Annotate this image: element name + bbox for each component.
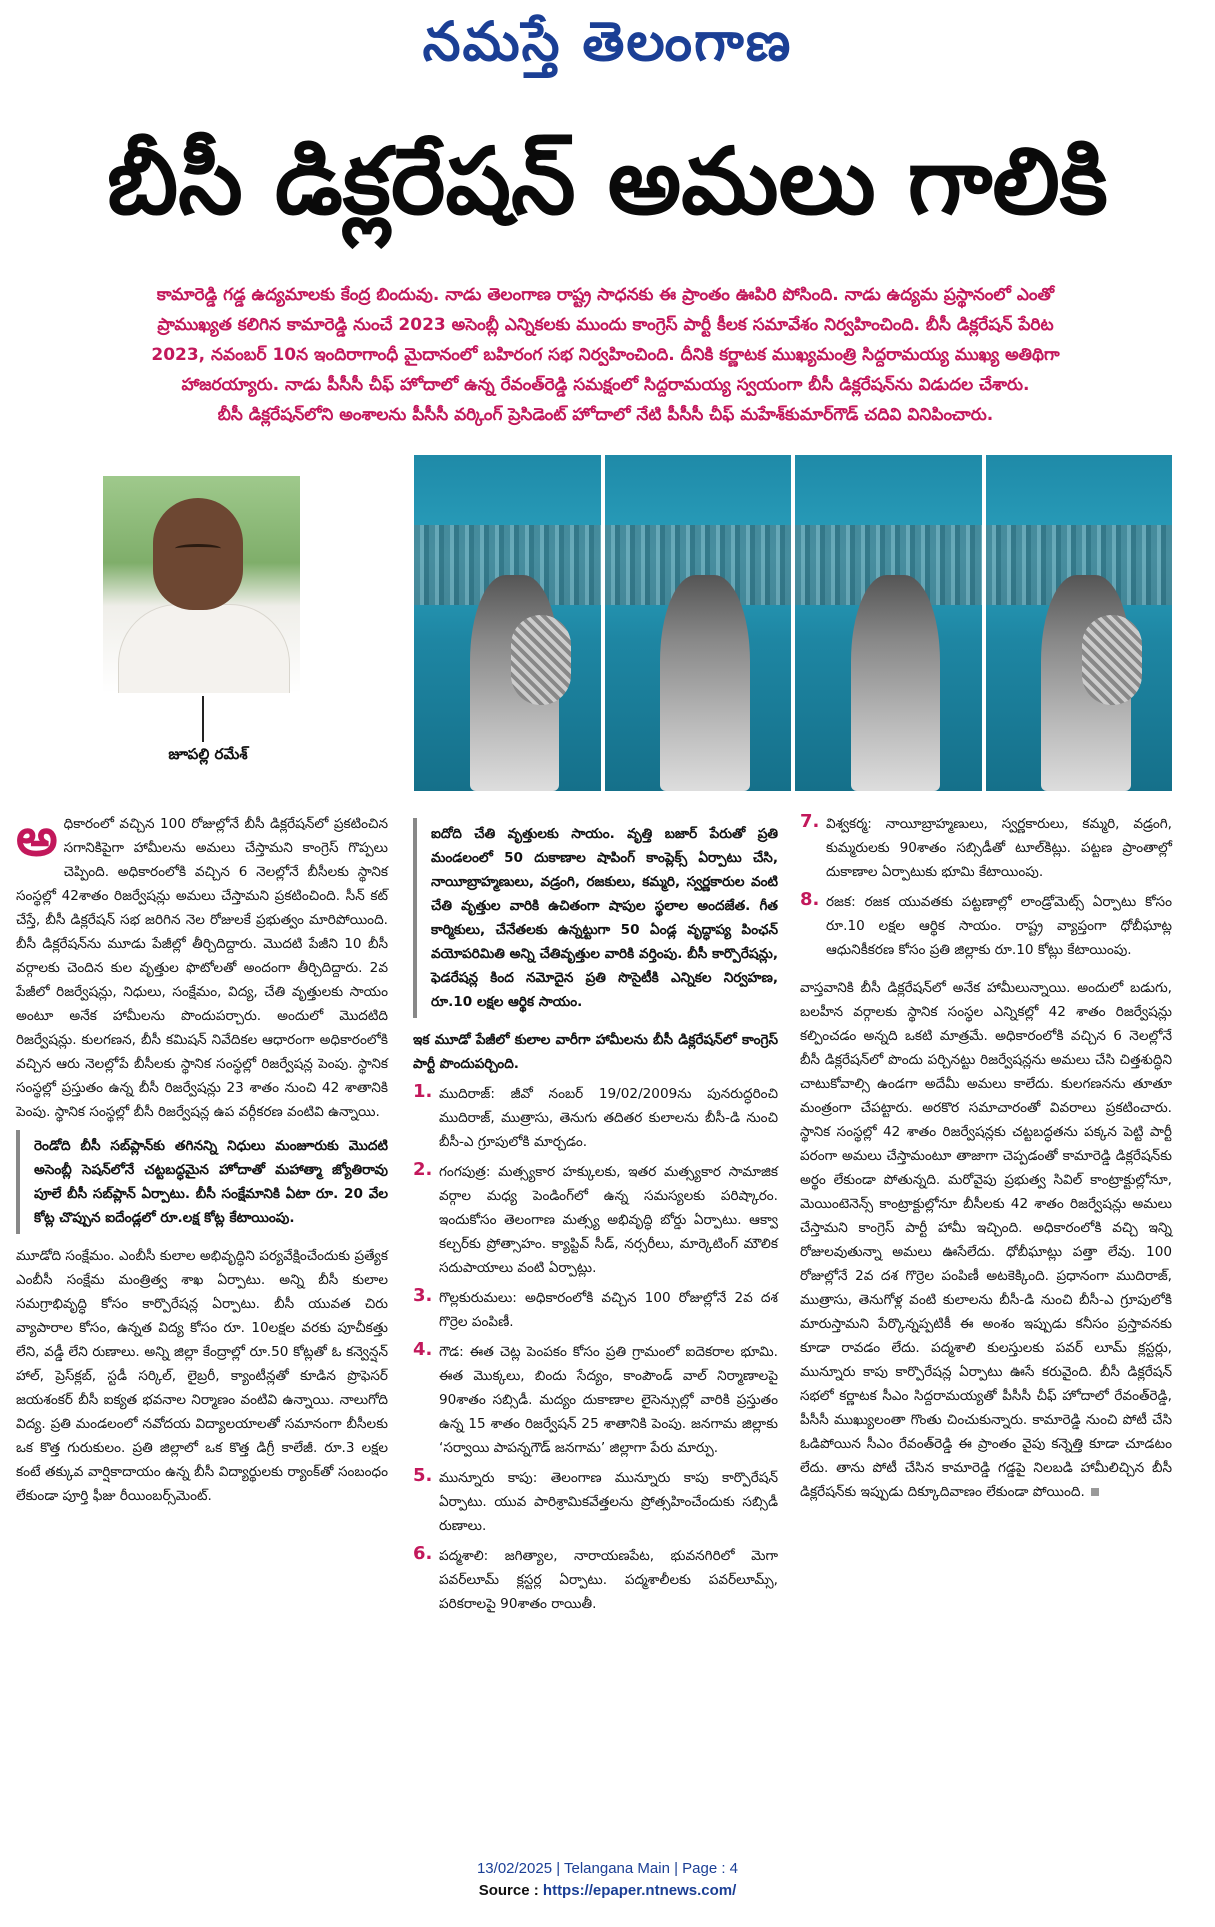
artisan-photo-weaver-woman (605, 455, 792, 791)
article-paragraph: వాస్తవానికి బీసీ డిక్లరేషన్‌లో అనేక హామీలున్నాయి. అందులో బడుగు, బలహీన వర్గాలకు స్థానిక సంస్థల ఎన్నికల్లో 42 శాతం రిజర్వేషన్లు కల్పించడం అన్నది ఒకటి మాత్రమే. అధికారంలోకి వచ్చిన 6 నెలల్లోనే బీసీ డిక్లరేషన్‌లో పొందు పర్చినట్టు రిజర్వేషన్లను అమలు చేసి చిత్తశుద్ధిని చాటుకోవాల్సి ఉండగా అదేమీ అమలు కాలేదు. కులగణనను తూతూ మంత్రంగా చేపట్టారు. అరకొర సమాచారంతో వివరాలు ప్రకటించారు. స్థానిక సంస్థల్లో 42 శాతం రిజర్వేషన్లకు చట్టబద్ధతను పక్కన పెట్టి పార్టీ పరంగా అమలు చేస్తామంటూ తాజాగా చెప్పడంతో కామారెడ్డి డిక్లరేషన్‌కు అర్థం లేకుండా పోతున్నది. మరోవైపు ప్రభుత్వ సివిల్ కాంట్రాక్టుల్లోనూ, మెయింటెనెన్స్ కాంట్రాక్టుల్లోనూ బీసీలకు 42 శాతం రిజర్వేషన్లు అమలు చేస్తామని కాంగ్రెస్ పార్టీ హామీ ఇచ్చింది. అధికారంలోకి వచ్చి ఇన్ని రోజులవుతున్నా అమలు ఊసేలేదు. ధోబీఘాట్లు పత్తా లేవు. 100 రోజుల్లోనే 2వ దశ గొర్రెల పంపిణీ అటకెక్కింది. ప్రధానంగా ముదిరాజ్, ముత్రాసు, తెనుగోళ్ల వంటి కులాలను బీసీ-డి నుంచి బీసీ-ఎ గ్రూపులోకి మారుస్తామని పేర్కొన్నప్పటికీ ఈ అంశం ఇప్పుడు కనీసం ప్రస్తావనకు కూడా రావడం లేదు. పద్మశాలి కులస్తులకు పవర్ లూమ్ క్లస్టర్లు, మున్నూరు కాపు కార్పొరేషన్ల ఏర్పాటు ఊసే కరువైంది. బీసీ డిక్లరేషన్ సభలో కర్ణాటక సీఎం సిద్దరామయ్యతో పీసీసీ చీఫ్ హోదాలో రేవంత్‌రెడ్డి, పీసీసీ ముఖ్యులంతా గొంతు చించుకున్నారు. కామారెడ్డి నుంచి పోటీ చేసి ఓడిపోయిన సీఎం రేవంత్‌రెడ్డి ఈ ప్రాంతం వైపు కన్నెత్తి కూడా చూడటం లేదు. తాను పోటీ చేసిన కామారెడ్డి గడ్డపై నిలబడి హామీలిచ్చిన బీసీ డిక్లరేషన్‌కు ఇప్పుడు దిక్కూదివాణం లేకుండా పోయింది. (800, 980, 1172, 1500)
intro-line: ప్రాముఖ్యత కలిగిన కామారెడ్డి నుంచే 2023 అసెంబ్లీ ఎన్నికలకు ముందు కాంగ్రెస్ పార్టీ కీలక సమావేశం నిర్వహించింది. బీసీ డిక్లరేషన్ పేరిట (157, 315, 1054, 335)
article-column-3 (800, 812, 1172, 1510)
headline: బీసీ డిక్లరేషన్ అమలు గాలికి (107, 128, 1108, 235)
pull-quote: రెండోది బీసీ సబ్‌ప్లాన్‌కు తగినన్ని నిధులు మంజూరుకు మొదటి అసెంబ్లీ సెషన్‌లోనే చట్టబద్ధమైన హోదాతో మహాత్మా జ్యోతిరావు పూలే బీసీ సబ్‌ప్లాన్ ఏర్పాటు. బీసీ సంక్షేమానికి ఏటా రూ. 20 వేల కోట్ల చొప్పున ఐదేండ్లలో రూ.లక్ష కోట్ల కేటాయింపు. (16, 1130, 388, 1234)
intro-line: బీసీ డిక్లరేషన్‌లోని అంశాలను పీసీసీ వర్కింగ్ ప్రెసిడెంట్ హోదాలో నేటి పీసీసీ చీఫ్ మహేశ్‌కుమార్‌గౌడ్ చదివి వినిపించారు. (217, 405, 994, 425)
end-mark-icon (1091, 1488, 1099, 1496)
masthead-logo: నమస్తే తెలంగాణ (422, 9, 793, 73)
intro-paragraph (28, 280, 1183, 430)
page-footer (0, 1858, 1215, 1902)
list-item: 5. మున్నూరు కాపు: తెలంగాణ మున్నూరు కాపు కార్పొరేషన్ ఏర్పాటు. యువ పారిశ్రామికవేత్తలను ప్రోత్సహించేందుకు సబ్సిడీ రుణాలు. (413, 1465, 778, 1534)
list-item: 2. గంగపుత్ర: మత్స్యకార హక్కులకు, ఇతర మత్స్యకార సామాజిక వర్గాల మధ్య పెండింగ్‌లో ఉన్న సమస్యలకు పరిష్కారం. ఇందుకోసం తెలంగాణ మత్స్య అభివృద్ధి బోర్డు ఏర్పాటు. ఆక్వా కల్చర్‌కు ప్రోత్సాహం. క్యాప్టివ్ సీడ్, నర్సరీలు, మార్కెటింగ్ మౌలిక సదుపాయాలు వంటి ఏర్పాట్లు. (413, 1159, 778, 1276)
author-byline: జూపల్లి రమేశ్ (168, 745, 248, 763)
article-column-1 (16, 808, 388, 1514)
list-item: 8. రజక: రజక యువతకు పట్టణాల్లో లాండ్రోమెట్స్ ఏర్పాటు కోసం రూ.10 లక్షల ఆర్థిక సాయం. రాష్ట్ర వ్యాప్తంగా ధోబీఘాట్ల ఆధునికీకరణ కోసం ప్రతి జిల్లాకు రూ.10 కోట్లు కేటాయింపు. (800, 889, 1172, 958)
article-paragraph: మూడోది సంక్షేమం. ఎంబీసీ కులాల అభివృద్ధిని పర్యవేక్షించేందుకు ప్రత్యేక ఎంబీసీ సంక్షేమ మంత్రిత్వ శాఖ ఏర్పాటు. అన్ని బీసీ కులాల సమగ్రాభివృద్ధి కోసం కార్పొరేషన్ల ఏర్పాటు. బీసీ యువత చిరు వ్యాపారాల కోసం, ఉన్నత విద్య కోసం రూ. 10లక్షల వరకు పూచీకత్తు లేని, వడ్డీ లేని రుణాలు. అన్ని జిల్లా కేంద్రాల్లో రూ.50 కోట్లతో ఓ కన్వెన్షన్ హాల్, ప్రెస్‌క్లబ్, స్టడీ సర్కిల్, లైబ్రరీ, క్యాంటీన్లతో కూడిన ప్రొఫెసర్ జయశంకర్ బీసీ ఐక్యత భవనాల నిర్మాణం వంటివి ఉన్నాయి. నాలుగోది విద్య. ప్రతి మండలంలో నవోదయ విద్యాలయాలతో సమానంగా బీసీలకు ఒక కొత్త గురుకులం. ప్రతి జిల్లాలో ఒక కొత్త డిగ్రీ కాలేజీ. రూ.3 లక్షల కంటే తక్కువ వార్షికాదాయం ఉన్న బీసీ విద్యార్థులకు ర్యాంక్‌తో సంబంధం లేకుండా పూర్తి ఫీజు రీయింబర్స్‌మెంట్. (16, 1248, 388, 1504)
edition-info: 13/02/2025 | Telangana Main | Page : 4 (476, 1860, 739, 1877)
photo-strip (414, 455, 1172, 791)
artisan-photo-basket-weaver (414, 455, 601, 791)
intro-line: 2023, నవంబర్ 10న ఇందిరాగాంధీ మైదానంలో బహిరంగ సభ నిర్వహించింది. దీనికి కర్ణాటక ముఖ్యమంత్రి సిద్దరామయ్య ముఖ్య అతిథిగా (151, 345, 1060, 365)
source-line: Source : https://epaper.ntnews.com/ (478, 1882, 737, 1899)
list-item: 7. విశ్వకర్మ: నాయీబ్రాహ్మణులు, స్వర్ణకారులు, కమ్మరి, వడ్రంగి, కుమ్మరులకు 90శాతం సబ్సిడీతో టూల్‌కిట్లు. పట్టణ ప్రాంతాల్లో దుకాణాల ఏర్పాటుకు భూమి కేటాయింపు. (800, 811, 1172, 880)
intro-line: కామారెడ్డి గడ్డ ఉద్యమాలకు కేంద్ర బిందువు. నాడు తెలంగాణ రాష్ట్ర సాధనకు ఈ ప్రాంతం ఊపిరి పోసింది. నాడు ఉద్యమ ప్రస్థానంలో ఎంతో (156, 285, 1055, 305)
promise-list (413, 1082, 778, 1616)
list-item: 6. పద్మశాలి: జగిత్యాల, నారాయణపేట, భువనగిరిలో మెగా పవర్‌లూమ్ క్లస్టర్ల ఏర్పాటు. పద్మశాలీలకు పవర్‌లూమ్స్, పరికరాలపై 90శాతం రాయితీ. (413, 1543, 778, 1612)
artisan-photo-toddy-tapper (986, 455, 1173, 791)
pull-quote: ఐదోది చేతి వృత్తులకు సాయం. వృత్తి బజార్ పేరుతో ప్రతి మండలంలో 50 దుకాణాల షాపింగ్ కాంప్లెక్స్ ఏర్పాటు చేసి, నాయీబ్రాహ్మణులు, వడ్రంగి, రజకులు, కమ్మరి, స్వర్ణకారుల వంటి చేతి వృత్తుల వారికి ఉచితంగా షాపుల స్థలాల అందజేత. గీత కార్మికులు, చేనేతలకు ఉన్నట్టుగా 50 ఏండ్ల వృద్ధాప్య పింఛన్ వయోపరిమితి అన్ని చేతివృత్తుల వారికి వర్తింపు. బీసీ కార్పొరేషన్లు, ఫెడరేషన్ల కింద నమోదైన ప్రతి సొసైటీకి ఎన్నికల నిర్వహణ, రూ.10 లక్షల ఆర్థిక సాయం. (413, 818, 778, 1018)
intro-line: హాజరయ్యారు. నాడు పీసీసీ చీఫ్ హోదాలో ఉన్న రేవంత్‌రెడ్డి సమక్షంలో సిద్దరామయ్య స్వయంగా బీసీ డిక్లరేషన్‌ను విడుదల చేశారు. (181, 375, 1030, 395)
list-item: 3. గొల్లకురుమలు: అధికారంలోకి వచ్చిన 100 రోజుల్లోనే 2వ దశ గొర్రెల పంపిణీ. (413, 1285, 778, 1330)
article-column-2 (413, 812, 778, 1622)
artisan-photo-barber (795, 455, 982, 791)
source-link[interactable]: https://epaper.ntnews.com/ (542, 1882, 737, 1899)
list-item: 4. గౌడ: ఈత చెట్ల పెంపకం కోసం ప్రతి గ్రామంలో ఐదెకరాల భూమి. ఈత మొక్కలు, బిందు సేద్యం, కాంపౌండ్ వాల్ నిర్మాణాలపై 90శాతం సబ్సిడీ. మద్యం దుకాణాల లైసెన్సుల్లో వారికి ప్రస్తుతం ఉన్న 15 శాతం రిజర్వేషన్ 25 శాతానికి పెంపు. జనగామ జిల్లాకు ‘సర్వాయి పాపన్నగౌడ్ జనగామ’ జిల్లాగా పేరు మార్పు. (413, 1339, 778, 1456)
promise-list (800, 812, 1172, 962)
section-lead: ఇక మూడో పేజీలో కులాల వారీగా హామీలను బీసీ డిక్లరేషన్‌లో కాంగ్రెస్ పార్టీ పొందుపర్చింది. (413, 1032, 778, 1072)
byline-divider (202, 696, 204, 742)
list-item: 1. ముదిరాజ్: జీవో నంబర్ 19/02/2009ను పునరుద్ధరించి ముదిరాజ్, ముత్రాసు, తెనుగు తదితర కులాలను బీసీ-డి నుంచి బీసీ-ఎ గ్రూపులోకి మార్చడం. (413, 1081, 778, 1150)
article-paragraph: అధికారంలో వచ్చిన 100 రోజుల్లోనే బీసీ డిక్లరేషన్‌లో ప్రకటించిన సగానికిపైగా హామీలను అమలు చేస్తామని కాంగ్రెస్ గొప్పలు చెప్పింది. అధికారంలోకి వచ్చిన 6 నెలల్లోనే బీసీలకు స్థానిక సంస్థల్లో 42శాతం రిజర్వేషన్లు అమలు చేస్తామని ప్రకటించింది. సీన్ కట్ చేస్తే, బీసీ డిక్లరేషన్ సభ జరిగిన నెల రోజులకే ప్రభుత్వం మారిపోయింది. బీసీ డిక్లరేషన్‌ను మూడు పేజీల్లో తీర్చిదిద్దారు. మొదటి పేజీని 10 బీసీ వర్గాలకు చెందిన కుల వృత్తుల ఫొటోలతో అందంగా తీర్చిదిద్దారు. 2వ పేజీలో రిజర్వేషన్లు, నిధులు, సంక్షేమం, విద్య, చేతి వృత్తులకు సాయం అంటూ అనేక హామీలను పొందుపర్చారు. అందులో మొదటిది రిజర్వేషన్లు. కులగణన, బీసీ కమిషన్ నివేదికల ఆధారంగా అధికారంలోకి వచ్చిన ఆరు నెలల్లోపే బీసీలకు స్థానిక సంస్థల్లో రిజర్వేషన్ల పెంపు. స్థానిక సంస్థల్లో ప్రస్తుతం ఉన్న బీసీ రిజర్వేషన్లు 23 శాతం నుంచి 42 శాతానికి పెంపు. స్థానిక సంస్థల్లో బీసీ రిజర్వేషన్ల ఉప వర్గీకరణ వంటివి ఉన్నాయి. (16, 808, 388, 1120)
dropcap: అ (16, 808, 58, 868)
author-photo (103, 476, 300, 693)
